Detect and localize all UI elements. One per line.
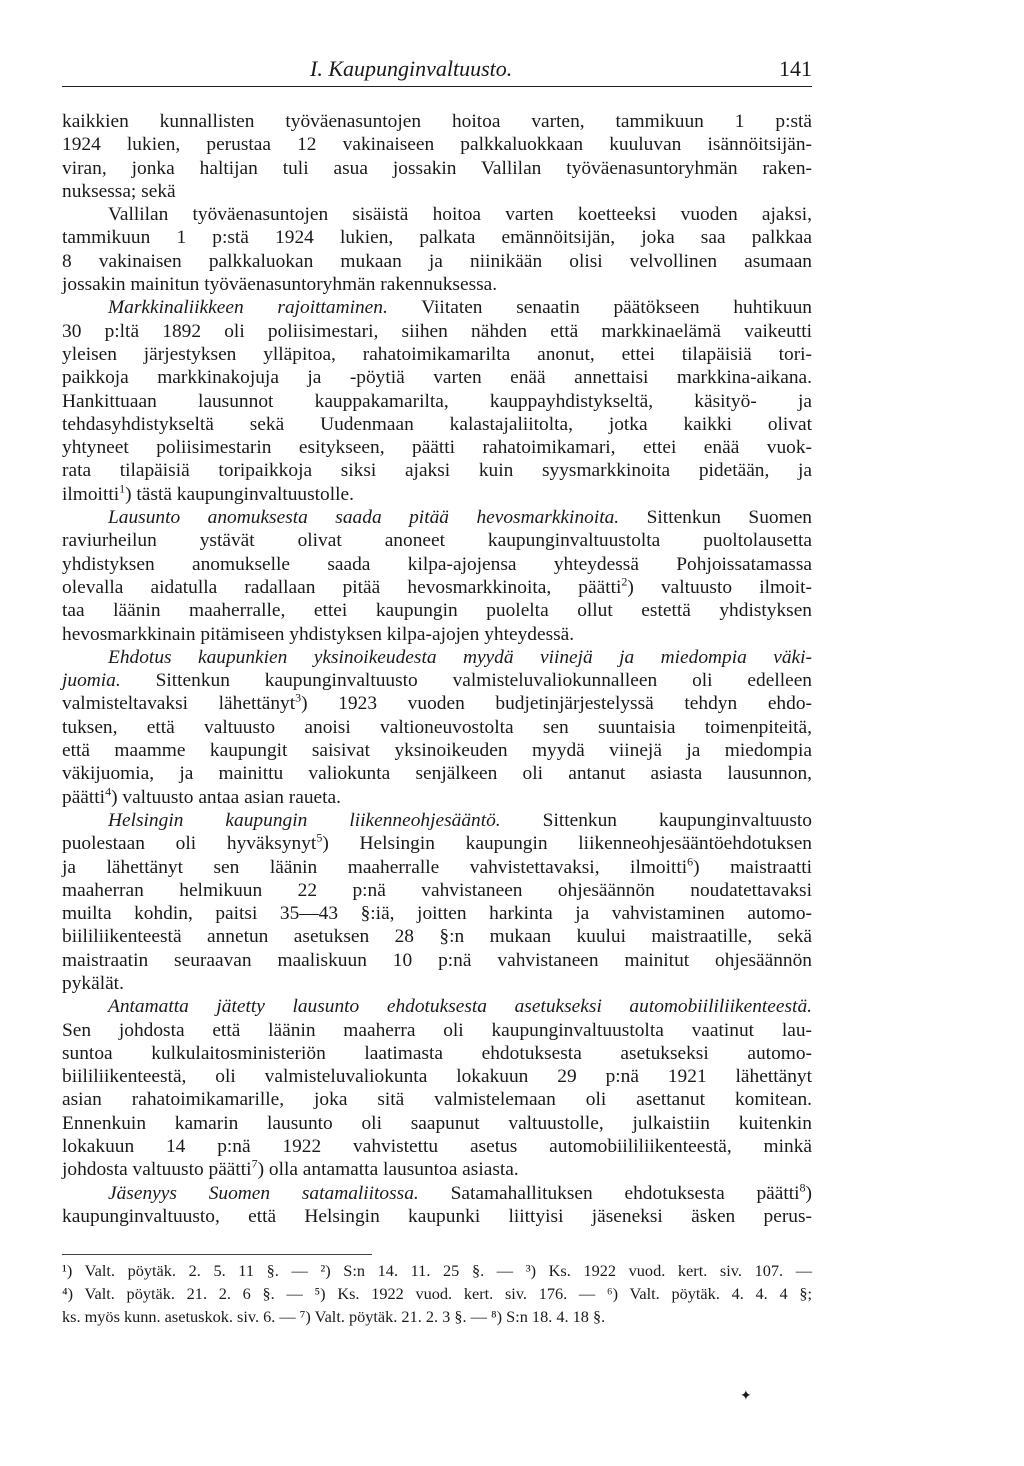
line-text: Sittenkun Suomen xyxy=(619,507,812,529)
text-line xyxy=(62,529,812,552)
body-text xyxy=(62,110,812,1228)
line-text: Satamahallituksen ehdotuksesta päätti xyxy=(418,1182,800,1204)
line-text: yleisen järjestyksen ylläpitoa, rahatoimikamarilta anonut, ettei tilapäisiä tori- xyxy=(62,343,812,365)
line-text: Viitaten senaatin päätökseen huhtikuun xyxy=(387,297,813,319)
text-line xyxy=(62,1135,812,1158)
text-line xyxy=(62,646,812,669)
line-text: 1924 lukien, perustaa 12 vakinaiseen palkkaluokkaan kuuluvan isännöitsijän- xyxy=(62,134,812,156)
text-line xyxy=(62,1065,812,1088)
text-line xyxy=(62,786,812,809)
section-heading: Antamatta jätetty lausunto ehdotuksesta asetukseksi automobiililiikenteestä. xyxy=(108,996,812,1018)
text-line xyxy=(62,995,812,1018)
text-line xyxy=(62,250,812,273)
line-text: jossakin mainitun työväenasuntoryhmän rakennuksessa. xyxy=(62,274,498,296)
text-line xyxy=(62,296,812,319)
text-line xyxy=(62,832,812,855)
text-line xyxy=(62,226,812,249)
text-line xyxy=(62,669,812,692)
line-text: maaherran helmikuun 22 p:nä vahvistaneen ohjesäännön noudatettavaksi xyxy=(62,879,812,901)
line-text: ) 1923 vuoden budjetinjärjestelyssä tehdyn ehdo- xyxy=(301,693,812,715)
line-text: biililiikenteestä annetun asetuksen 28 §:n mukaan kuului maistraatille, sekä xyxy=(62,926,812,948)
line-text: olevalla aidatulla radallaan pitää hevosmarkkinoita, päätti xyxy=(62,576,622,598)
footnote-marker: 5 xyxy=(316,830,323,845)
line-text: ) valtuusto antaa asian raueta. xyxy=(111,786,341,808)
line-text: ja lähettänyt sen läänin maaherralle vahvistettavaksi, ilmoitti xyxy=(62,856,688,878)
section-heading: Helsingin kaupungin liikenneohjesääntö. xyxy=(108,809,501,831)
line-text: ) tästä kaupunginvaltuustolle. xyxy=(125,483,354,505)
text-line xyxy=(62,809,812,832)
text-line xyxy=(62,972,812,995)
line-text: hevosmarkkinain pitämiseen yhdistyksen kilpa-ajojen yhteydessä. xyxy=(62,623,575,645)
text-line xyxy=(62,879,812,902)
text-line xyxy=(62,1019,812,1042)
line-text: yhdistyksen anomukselle saada kilpa-ajojensa yhteydessä Pohjoissatamassa xyxy=(62,553,812,575)
line-text: päätti xyxy=(62,786,106,808)
line-text: maistraatin seuraavan maaliskuun 10 p:nä vahvistaneen mainitut ohjesäännön xyxy=(62,949,812,971)
line-text: Hankittuaan lausunnot kauppakamarilta, kauppayhdistykseltä, käsityö- ja xyxy=(62,390,812,412)
line-text: 8 vakinaisen palkkaluokan mukaan ja niinikään olisi velvollinen asumaan xyxy=(62,250,812,272)
header-rule xyxy=(62,86,812,87)
footnote-marker: 7 xyxy=(251,1156,258,1171)
line-text: biililiikenteestä, oli valmisteluvaliokunta lokakuun 29 p:nä 1921 lähettänyt xyxy=(62,1066,812,1088)
line-text: yhtyneet poliisimestarin esitykseen, päätti rahatoimikamari, ettei enää vuok- xyxy=(62,437,812,459)
line-text: Vallilan työväenasuntojen sisäistä hoitoa varten koetteeksi vuoden ajaksi, xyxy=(108,204,812,226)
text-line xyxy=(62,483,812,506)
text-line xyxy=(62,1088,812,1111)
text-line xyxy=(62,180,812,203)
text-line xyxy=(62,110,812,133)
section-heading: Lausunto anomuksesta saada pitää hevosmarkkinoita. xyxy=(108,507,620,529)
footnote-marker: 4 xyxy=(105,784,112,799)
line-text: tammikuun 1 p:stä 1924 lukien, palkata emännöitsijän, joka saa palkkaa xyxy=(62,227,812,249)
line-text: ) xyxy=(805,1182,812,1204)
text-line xyxy=(62,623,812,646)
line-text: ) maistraatti xyxy=(693,856,812,878)
print-speck: ✦ xyxy=(740,1389,752,1404)
line-text: tuksen, että valtuusto anoisi valtioneuvostolta sen suuntaisia toimenpiteitä, xyxy=(62,716,812,738)
line-text: viran, jonka haltijan tuli asua jossakin Vallilan työväenasuntoryhmän raken- xyxy=(62,157,812,179)
line-text: ilmoitti xyxy=(62,483,120,505)
line-text: tehdasyhdistykseltä sekä Uudenmaan kalastajaliitolta, jotka kaikki olivat xyxy=(62,413,812,435)
footnote-marker: 2 xyxy=(621,574,628,589)
footnote-line: ¹) Valt. pöytäk. 2. 5. 11 §. — ²) S:n 14. 11. 25 §. — ³) Ks. 1922 vuod. kert. siv. 107. — xyxy=(62,1261,812,1280)
text-line xyxy=(62,553,812,576)
section-heading: juomia. xyxy=(62,670,121,692)
line-text: lokakuun 14 p:nä 1922 vahvistettu asetus automobiililiikenteestä, minkä xyxy=(62,1136,812,1158)
footnote-line: ks. myös kunn. asetuskok. siv. 6. — ⁷) Valt. pöytäk. 21. 2. 3 §. — ⁸) S:n 18. 4. 18 §. xyxy=(62,1307,606,1326)
line-text: suntoa kulkulaitosministeriön laatimasta ehdotuksesta asetukseksi automo- xyxy=(62,1042,812,1064)
line-text: paikkoja markkinakojuja ja -pöytiä varten enää annettaisi markkina-aikana. xyxy=(62,367,812,389)
line-text: taa läänin maaherralle, ettei kaupungin puolelta ollut estettä yhdistyksen xyxy=(62,600,812,622)
line-text: ) olla antamatta lausuntoa asiasta. xyxy=(257,1159,519,1181)
text-line xyxy=(62,949,812,972)
text-line xyxy=(62,366,812,389)
text-line xyxy=(62,343,812,366)
text-line xyxy=(62,436,812,459)
line-text: Sittenkun kaupunginvaltuusto xyxy=(500,809,812,831)
line-text: Ennenkuin kamarin lausunto oli saapunut valtuustolle, julkaistiin kuitenkin xyxy=(62,1112,812,1134)
text-line xyxy=(62,1158,812,1181)
footnote-marker: 6 xyxy=(687,854,694,869)
header-title: I. Kaupunginvaltuusto. xyxy=(310,56,513,81)
line-text: johdosta valtuusto päätti xyxy=(62,1159,252,1181)
text-line xyxy=(62,459,812,482)
footnote-marker: 3 xyxy=(295,690,302,705)
section-heading: Jäsenyys Suomen satamaliitossa. xyxy=(108,1182,419,1204)
footnote-rule xyxy=(62,1254,372,1255)
text-line xyxy=(62,506,812,529)
line-text: raviurheilun ystävät olivat anoneet kaupunginvaltuustolta puoltolausetta xyxy=(62,530,812,552)
text-line xyxy=(62,692,812,715)
line-text: 30 p:ltä 1892 oli poliisimestari, siihen nähden että markkinaelämä vaikeutti xyxy=(62,320,812,342)
text-line xyxy=(62,1042,812,1065)
text-line xyxy=(62,203,812,226)
text-line xyxy=(62,157,812,180)
line-text: valmisteltavaksi lähettänyt xyxy=(62,693,296,715)
text-line xyxy=(62,739,812,762)
text-line xyxy=(62,762,812,785)
line-text: ) Helsingin kaupungin liikenneohjesääntöehdotuksen xyxy=(322,833,812,855)
text-line xyxy=(62,273,812,296)
line-text: puolestaan oli hyväksynyt xyxy=(62,833,317,855)
line-text: kaikkien kunnallisten työväenasuntojen hoitoa varten, tammikuun 1 p:stä xyxy=(62,111,812,132)
line-text: kaupunginvaltuusto, että Helsingin kaupunki liittyisi jäseneksi äsken perus- xyxy=(62,1205,812,1227)
running-header xyxy=(62,56,812,86)
footnote-line: ⁴) Valt. pöytäk. 21. 2. 6 §. — ⁵) Ks. 1922 vuod. kert. siv. 176. — ⁶) Valt. pöytäk. 4. 4. 4 §; xyxy=(62,1284,812,1303)
footnote-marker: 8 xyxy=(799,1180,806,1195)
line-text: asian rahatoimikamarille, joka sitä valmistelemaan oli asettanut komitean. xyxy=(62,1089,812,1111)
text-line xyxy=(62,576,812,599)
section-heading: Ehdotus kaupunkien yksinoikeudesta myydä viinejä ja miedompia väki- xyxy=(108,646,812,668)
line-text: Sittenkun kaupunginvaltuusto valmisteluvaliokunnalleen oli edelleen xyxy=(120,670,812,692)
section-heading: Markkinaliikkeen rajoittaminen. xyxy=(108,297,388,319)
text-line xyxy=(62,716,812,739)
line-text: Sen johdosta että läänin maaherra oli kaupunginvaltuustolta vaatinut lau- xyxy=(62,1019,812,1041)
footnote-marker: 1 xyxy=(119,481,126,496)
text-line xyxy=(62,1205,812,1228)
line-text: että maamme kaupungit saisivat yksinoikeuden myydä viinejä ja miedompia xyxy=(62,740,812,762)
line-text: nuksessa; sekä xyxy=(62,180,176,202)
line-text: muilta kohdin, paitsi 35—43 §:iä, joitten harkinta ja vahvistaminen automo- xyxy=(62,903,812,925)
text-line xyxy=(62,320,812,343)
line-text: väkijuomia, ja mainittu valiokunta senjälkeen oli antanut asiasta lausunnon, xyxy=(62,763,812,785)
page-number: 141 xyxy=(779,56,812,81)
text-line xyxy=(62,902,812,925)
line-text: ) valtuusto ilmoit- xyxy=(627,576,812,598)
text-line xyxy=(62,390,812,413)
text-line xyxy=(62,1182,812,1205)
line-text: pykälät. xyxy=(62,972,124,994)
text-line xyxy=(62,133,812,156)
footnotes xyxy=(62,1259,812,1328)
text-line xyxy=(62,1112,812,1135)
line-text: rata tilapäisiä toripaikkoja siksi ajaksi kuin syysmarkkinoita pidetään, ja xyxy=(62,460,812,482)
text-line xyxy=(62,413,812,436)
text-line xyxy=(62,856,812,879)
text-line xyxy=(62,599,812,622)
text-line xyxy=(62,925,812,948)
